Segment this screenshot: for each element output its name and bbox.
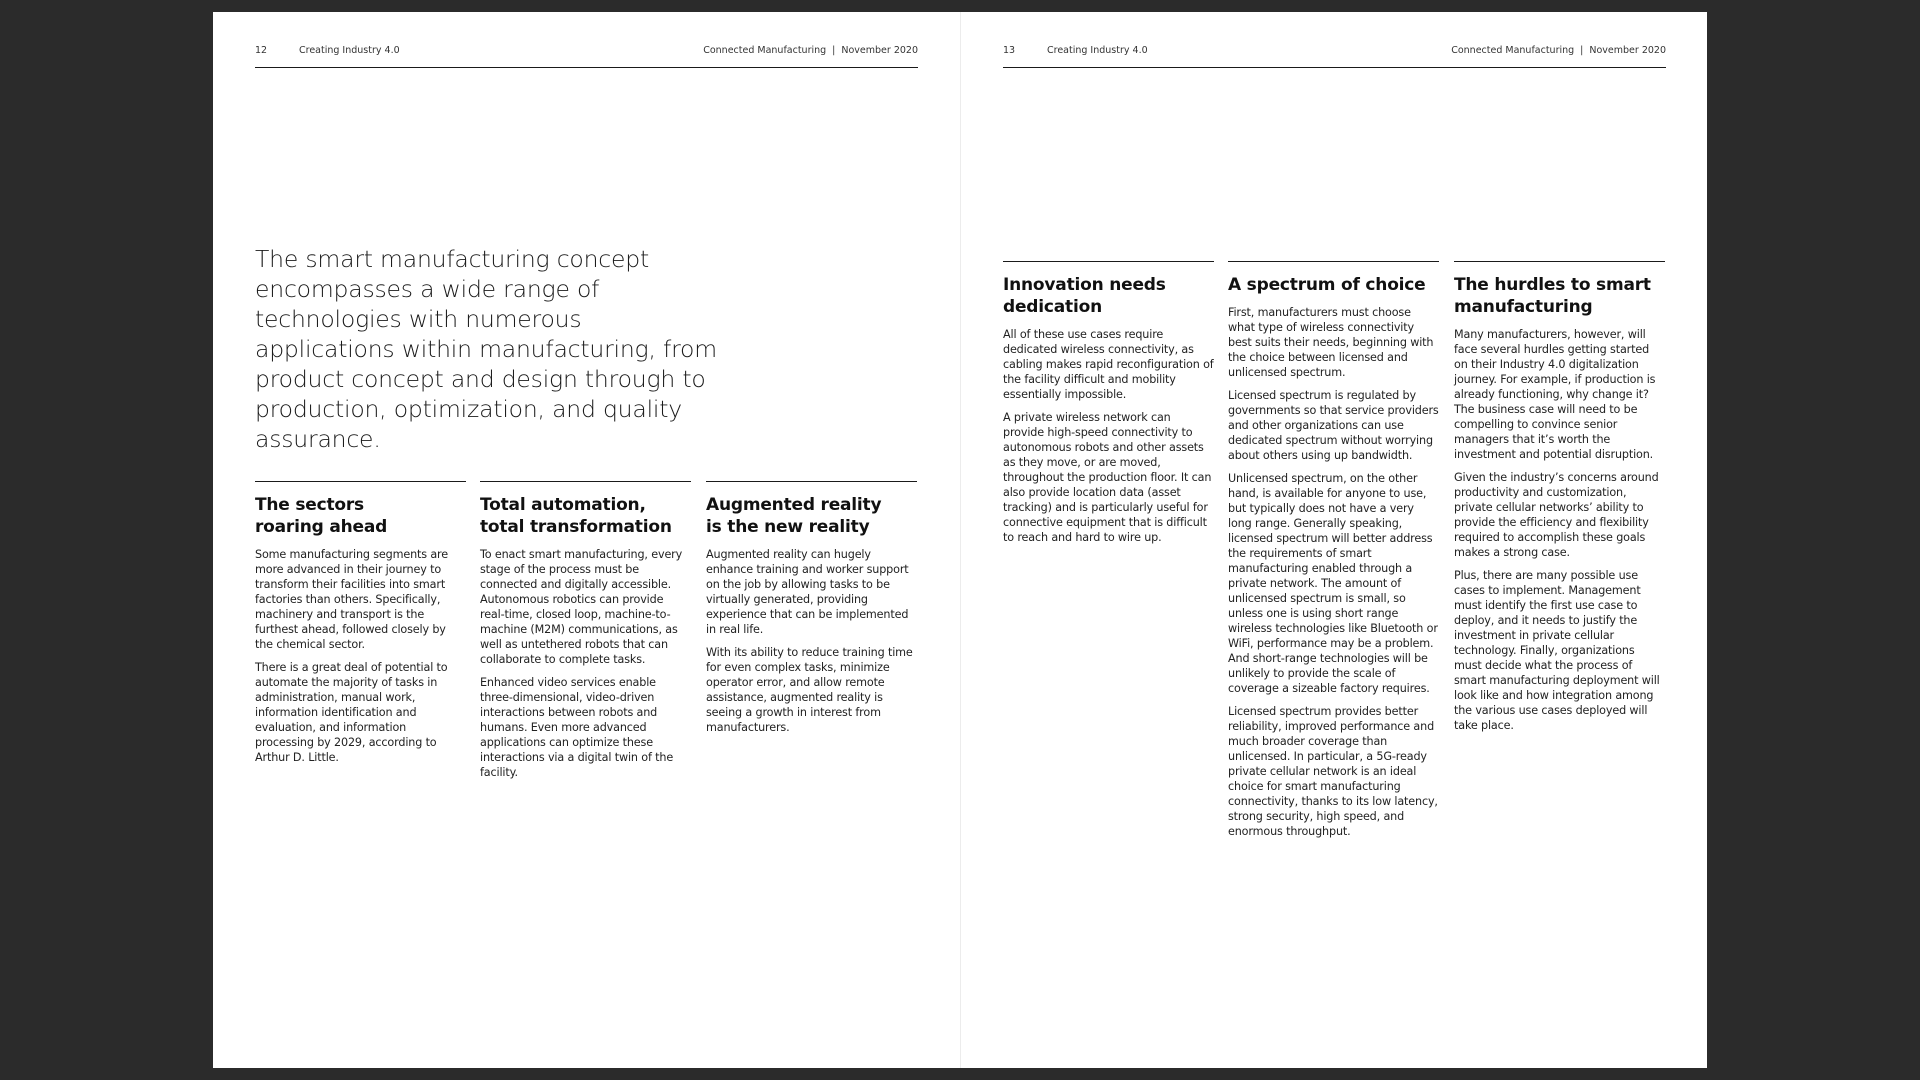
left-page xyxy=(213,12,960,1068)
body-paragraph: Unlicensed spectrum, on the other hand, is available for anyone to use, but typically does not have a very long range. Generally speaking, licensed spectrum will better address the requirements of smart manufacturing enabled through a private network. The amount of unlicensed spectrum is small, so unless one is using short range wireless technologies like Bluetooth or WiFi, performance may be a problem. And short-range technologies will be unlikely to provide the scale of coverage a sizeable factory requires. xyxy=(1228,472,1438,695)
column-augmented-reality xyxy=(706,481,917,743)
body-paragraph: To enact smart manufacturing, every stage of the process must be connected and digitally accessible. Autonomous robotics can provide real-time, closed loop, machine-to-machine (M2M) communications, as well as untethered robots that can collaborate to complete tasks. xyxy=(480,548,683,666)
body-paragraph: Licensed spectrum provides better reliability, improved performance and much broader coverage than unlicensed. In particular, a 5G-ready private cellular network is an ideal choice for smart manufacturing connectivity, thanks to its low latency, strong security, high speed, and enormous throughput. xyxy=(1228,705,1438,838)
page-spread xyxy=(213,12,1707,1068)
column-heading xyxy=(1228,274,1439,296)
header-separator: | xyxy=(1580,45,1584,56)
heading-line: The hurdles to smart xyxy=(1454,275,1651,295)
body-paragraph: Some manufacturing segments are more advanced in their journey to transform their facilities into smart factories than others. Specifically, machinery and transport is the furthest ahead, followed closely by the chemical sector. xyxy=(255,548,448,651)
column-sectors xyxy=(255,481,466,773)
body-paragraph: Many manufacturers, however, will face several hurdles getting started on their Industry 4.0 digitalization journey. For example, if production is already functioning, why change it? The business case will need to be compelling to convince senior managers that it’s worth the investment and potential disruption. xyxy=(1454,328,1656,461)
header-section-date xyxy=(1451,45,1666,56)
header-separator: | xyxy=(832,45,836,56)
page-number: 12 xyxy=(255,45,268,56)
body-paragraph: First, manufacturers must choose what type of wireless connectivity best suits their needs, beginning with the choice between licensed and unlicensed spectrum. xyxy=(1228,306,1434,379)
body-paragraph: A private wireless network can provide high-speed connectivity to autonomous robots and other assets as they move, or are moved, throughout the production floor. It can also provide location data (asset tracking) and is particularly useful for connective equipment that is difficult to reach and hard to wire up. xyxy=(1003,411,1212,544)
lead-paragraph: The smart manufacturing concept encompasses a wide range of technologies with numerous applications within manufacturing, from product concept and design through to production, optimization, and quality assurance. xyxy=(255,245,717,453)
heading-line: manufacturing xyxy=(1454,297,1593,317)
running-header xyxy=(1003,45,1666,68)
document-title: Creating Industry 4.0 xyxy=(299,45,400,56)
column-innovation xyxy=(1003,261,1214,553)
heading-line: Innovation needs xyxy=(1003,275,1166,295)
heading-line: roaring ahead xyxy=(255,517,388,537)
heading-line: Augmented reality xyxy=(706,495,882,515)
column-heading xyxy=(255,494,466,538)
section-name: Connected Manufacturing xyxy=(1451,45,1575,56)
heading-line: The sectors xyxy=(255,495,364,515)
column-spectrum xyxy=(1228,261,1439,847)
column-automation xyxy=(480,481,691,788)
body-paragraph: Given the industry’s concerns around productivity and customization, private cellular networks’ ability to provide the efficiency and flexibility required to accomplish these goals makes a strong case. xyxy=(1454,471,1659,559)
body-paragraph: Licensed spectrum is regulated by governments so that service providers and other organizations can use dedicated spectrum without worrying about others using up bandwidth. xyxy=(1228,389,1439,462)
heading-line: dedication xyxy=(1003,297,1102,317)
page-number: 13 xyxy=(1003,45,1016,56)
body-paragraph: Plus, there are many possible use cases to implement. Management must identify the first use case to deploy, and it needs to justify the investment in private cellular technology. Finally, organizations must decide what the process of smart manufacturing deployment will look like and how integration among the various use cases deployed will take place. xyxy=(1454,569,1660,732)
heading-line: total transformation xyxy=(480,517,672,537)
column-heading xyxy=(1003,274,1214,318)
publication-date: November 2020 xyxy=(1589,45,1666,56)
column-heading xyxy=(1454,274,1665,318)
section-name: Connected Manufacturing xyxy=(703,45,827,56)
body-paragraph: Enhanced video services enable three-dimensional, video-driven interactions between robots and humans. Even more advanced applications can optimize these interactions via a digital twin of the facility. xyxy=(480,676,674,779)
publication-date: November 2020 xyxy=(841,45,918,56)
body-paragraph: Augmented reality can hugely enhance training and worker support on the job by allowing tasks to be virtually generated, providing experience that can be implemented in real life. xyxy=(706,548,909,636)
heading-line: is the new reality xyxy=(706,517,870,537)
body-paragraph: All of these use cases require dedicated wireless connectivity, as cabling makes rapid reconfiguration of the facility difficult and mobility essentially impossible. xyxy=(1003,328,1214,401)
column-heading xyxy=(480,494,691,538)
heading-line: Total automation, xyxy=(480,495,646,515)
heading-line: A spectrum of choice xyxy=(1228,275,1426,295)
right-page xyxy=(960,12,1707,1068)
running-header xyxy=(255,45,918,68)
column-heading xyxy=(706,494,917,538)
header-section-date xyxy=(703,45,918,56)
body-paragraph: With its ability to reduce training time for even complex tasks, minimize operator error, and allow remote assistance, augmented reality is seeing a growth in interest from manufacturers. xyxy=(706,646,913,734)
column-hurdles xyxy=(1454,261,1665,741)
document-title: Creating Industry 4.0 xyxy=(1047,45,1148,56)
body-paragraph: There is a great deal of potential to automate the majority of tasks in administration, manual work, information identification and evaluation, and information processing by 2029, according to Arthur D. Little. xyxy=(255,661,448,764)
